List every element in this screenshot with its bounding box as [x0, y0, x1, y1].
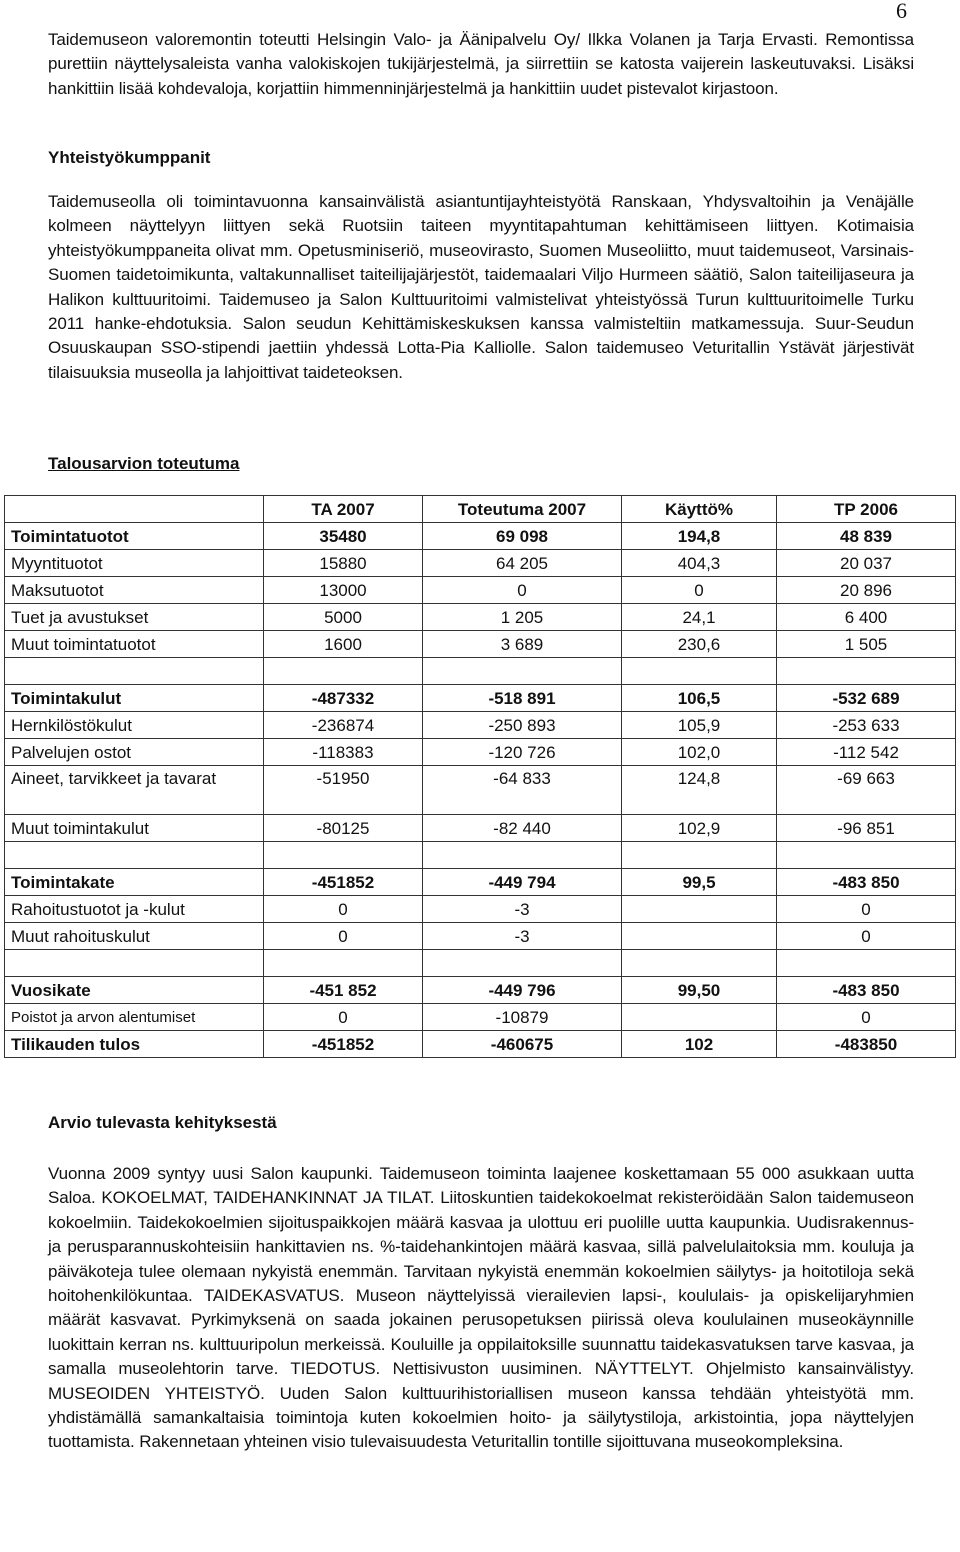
- tp-2006-cell: 0: [777, 896, 956, 923]
- tp-2006-cell: -532 689: [777, 685, 956, 712]
- kaytto-percent-cell: 99,50: [622, 977, 777, 1004]
- empty-cell: [777, 950, 956, 977]
- kaytto-percent-cell: 0: [622, 577, 777, 604]
- kaytto-percent-cell: [622, 923, 777, 950]
- partners-heading: Yhteistyökumppanit: [48, 148, 211, 167]
- empty-cell: [423, 950, 622, 977]
- empty-cell: [622, 842, 777, 869]
- kaytto-percent-cell: 124,8: [622, 766, 777, 815]
- empty-cell: [777, 658, 956, 685]
- row-label: Tuet ja avustukset: [5, 604, 264, 631]
- column-header: [5, 496, 264, 523]
- tp-2006-cell: -483 850: [777, 869, 956, 896]
- ta-2007-cell: -80125: [264, 815, 423, 842]
- toteutuma-2007-cell: -120 726: [423, 739, 622, 766]
- kaytto-percent-cell: [622, 1004, 777, 1031]
- toteutuma-2007-cell: 64 205: [423, 550, 622, 577]
- spacer-row: [5, 842, 956, 869]
- outlook-heading: Arvio tulevasta kehityksestä: [48, 1113, 277, 1132]
- kaytto-percent-cell: [622, 896, 777, 923]
- tp-2006-cell: 20 037: [777, 550, 956, 577]
- toteutuma-2007-cell: -64 833: [423, 766, 622, 815]
- row-label: Myyntituotot: [5, 550, 264, 577]
- budget-table: [4, 495, 956, 1058]
- table-row: [5, 577, 956, 604]
- empty-cell: [5, 658, 264, 685]
- ta-2007-cell: -451852: [264, 869, 423, 896]
- ta-2007-cell: 0: [264, 1004, 423, 1031]
- outlook-paragraph: Vuonna 2009 syntyy uusi Salon kaupunki. Taidemuseon toiminta laajenee koskettamaan 55 000 asukkaan uutta Saloa. KOKOELMAT, TAIDEHANKINNAT JA TILAT. Liitoskuntien taidekokoelmat rekisteröidään Salon taidemuseon kokoelmiin. Taidekokoelmien sijoituspaikkojen määrä kasvaa ja ulottuu eri puolille uutta kaupunkia. Uudisrakennus- ja perusparannuskohteisiin hankittavien ns. %-taidehankintojen määrä kasvaa, sillä palvelulaitoksia mm. kouluja ja päiväkoteja tulee olemaan nykyistä enemmän. Tarvitaan nykyistä enemmän kokoelmien säilytys- ja hoitotiloja sekä hoitohenkilökuntaa. TAIDEKASVATUS. Museon näyttelyissä vierailevien lapsi-, koululais- ja opiskelijaryhmien määrät kasvavat. Pyrkimyksenä on saada jokainen perusopetuksen piirissä oleva koululainen museokäynnille luokittain kerran ns. kulttuuripolun merkeissä. Kouluille ja oppilaitoksille suunnattu taidekasvatuksen tarve kasvaa, ja samalla museolehtorin tarve. TIEDOTUS. Nettisivuston uusiminen. NÄYTTELYT. Ohjelmisto kansainvälistyy. MUSEOIDEN YHTEISTYÖ. Uuden Salon kulttuurihistoriallisen museon kanssa tehdään yhteistyötä mm. yhdistämällä samankaltaisia toimintoja kuten kokoelmien hoito- ja säilytystiloja, arkistointia, jopa näyttelyjen tuottamista. Rakennetaan yhteinen visio tulevaisuudesta Veturitallin tontille sijoittuvana museokompleksina.: [48, 1164, 914, 1452]
- kaytto-percent-cell: 404,3: [622, 550, 777, 577]
- kaytto-percent-cell: 102: [622, 1031, 777, 1058]
- table-row: [5, 977, 956, 1004]
- row-label: Rahoitustuotot ja -kulut: [5, 896, 264, 923]
- kaytto-percent-cell: 24,1: [622, 604, 777, 631]
- table-row: [5, 712, 956, 739]
- spacer-row: [5, 950, 956, 977]
- empty-cell: [622, 658, 777, 685]
- table-row: [5, 766, 956, 815]
- table-row: [5, 631, 956, 658]
- kaytto-percent-cell: 102,0: [622, 739, 777, 766]
- tp-2006-cell: 0: [777, 1004, 956, 1031]
- row-label: Poistot ja arvon alentumiset: [5, 1004, 264, 1031]
- table-row: [5, 523, 956, 550]
- empty-cell: [264, 658, 423, 685]
- ta-2007-cell: 5000: [264, 604, 423, 631]
- toteutuma-2007-cell: 69 098: [423, 523, 622, 550]
- toteutuma-2007-cell: -3: [423, 896, 622, 923]
- column-header: Käyttö%: [622, 496, 777, 523]
- row-label: Toimintakate: [5, 869, 264, 896]
- tp-2006-cell: -96 851: [777, 815, 956, 842]
- row-label: Aineet, tarvikkeet ja tavarat: [5, 766, 264, 815]
- toteutuma-2007-cell: -449 796: [423, 977, 622, 1004]
- table-row: [5, 1004, 956, 1031]
- table-row: [5, 604, 956, 631]
- tp-2006-cell: -253 633: [777, 712, 956, 739]
- ta-2007-cell: -451 852: [264, 977, 423, 1004]
- tp-2006-cell: -69 663: [777, 766, 956, 815]
- row-label: Muut rahoituskulut: [5, 923, 264, 950]
- toteutuma-2007-cell: -250 893: [423, 712, 622, 739]
- table-row: [5, 739, 956, 766]
- toteutuma-2007-cell: -518 891: [423, 685, 622, 712]
- table-row: [5, 896, 956, 923]
- kaytto-percent-cell: 194,8: [622, 523, 777, 550]
- row-label: Muut toimintakulut: [5, 815, 264, 842]
- table-row: [5, 1031, 956, 1058]
- tp-2006-cell: 1 505: [777, 631, 956, 658]
- partners-paragraph: Taidemuseolla oli toimintavuonna kansainvälistä asiantuntijayhteistyötä Ranskaan, Yhdysvaltoihin ja Venäjälle kolmeen näyttelyyn liittyen sekä Ruotsiin taiteen myyntitapahtuman kehittämiseen liittyen. Kotimaisia yhteistyökumppaneita olivat mm. Opetusminiseriö, museovirasto, Suomen Museoliitto, muut taidemuseot, Varsinais-Suomen taidetoimikunta, valtakunnalliset taiteilijajärjestöt, taidemaalari Viljo Hurmeen säätiö, Salon taiteilijaseura ja Halikon kulttuuritoimi. Taidemuseo ja Salon Kulttuuritoimi valmistelivat yhteistyössä Turun kulttuuritoimelle Turku 2011 hanke-ehdotuksia. Salon seudun Kehittämiskeskuksen kanssa valmisteltiin matkamessuja. Suur-Seudun Osuuskaupan SSO-stipendi jaettiin yhdessä Lotta-Pia Kalliolle. Salon taidemuseo Veturitallin Ystävät järjestivät tilaisuuksia museolla ja lahjoittivat taideteoksen.: [48, 192, 914, 382]
- row-label: Tilikauden tulos: [5, 1031, 264, 1058]
- intro-paragraph: Taidemuseon valoremontin toteutti Helsingin Valo- ja Äänipalvelu Oy/ Ilkka Volanen ja Tarja Ervasti. Remontissa purettiin näyttelysaleista vanha valokiskojen tukijärjestelmä, ja siirrettiin se katosta vaijerein laskeutuvaksi. Lisäksi hankittiin lisää kohdevaloja, korjattiin himmenninjärjestelmä ja hankittiin uudet pistevalot kirjastoon.: [48, 30, 914, 98]
- row-label: Muut toimintatuotot: [5, 631, 264, 658]
- empty-cell: [264, 842, 423, 869]
- empty-cell: [5, 842, 264, 869]
- table-header-row: [5, 496, 956, 523]
- tp-2006-cell: 20 896: [777, 577, 956, 604]
- tp-2006-cell: -483850: [777, 1031, 956, 1058]
- toteutuma-2007-cell: 0: [423, 577, 622, 604]
- toteutuma-2007-cell: -449 794: [423, 869, 622, 896]
- ta-2007-cell: 0: [264, 896, 423, 923]
- table-row: [5, 815, 956, 842]
- kaytto-percent-cell: 230,6: [622, 631, 777, 658]
- ta-2007-cell: -236874: [264, 712, 423, 739]
- empty-cell: [264, 950, 423, 977]
- spacer-row: [5, 658, 956, 685]
- ta-2007-cell: 35480: [264, 523, 423, 550]
- tp-2006-cell: 6 400: [777, 604, 956, 631]
- ta-2007-cell: 13000: [264, 577, 423, 604]
- row-label: Vuosikate: [5, 977, 264, 1004]
- ta-2007-cell: -451852: [264, 1031, 423, 1058]
- row-label: Hernkilöstökulut: [5, 712, 264, 739]
- empty-cell: [5, 950, 264, 977]
- row-label: Toimintatuotot: [5, 523, 264, 550]
- kaytto-percent-cell: 102,9: [622, 815, 777, 842]
- page-number: 6: [896, 0, 907, 23]
- table-row: [5, 685, 956, 712]
- empty-cell: [777, 842, 956, 869]
- column-header: TA 2007: [264, 496, 423, 523]
- kaytto-percent-cell: 106,5: [622, 685, 777, 712]
- tp-2006-cell: 48 839: [777, 523, 956, 550]
- kaytto-percent-cell: 105,9: [622, 712, 777, 739]
- table-row: [5, 869, 956, 896]
- kaytto-percent-cell: 99,5: [622, 869, 777, 896]
- row-label: Toimintakulut: [5, 685, 264, 712]
- ta-2007-cell: -51950: [264, 766, 423, 815]
- toteutuma-2007-cell: -460675: [423, 1031, 622, 1058]
- toteutuma-2007-cell: 1 205: [423, 604, 622, 631]
- ta-2007-cell: 1600: [264, 631, 423, 658]
- row-label: Maksutuotot: [5, 577, 264, 604]
- row-label: Palvelujen ostot: [5, 739, 264, 766]
- empty-cell: [423, 842, 622, 869]
- table-row: [5, 550, 956, 577]
- toteutuma-2007-cell: -3: [423, 923, 622, 950]
- ta-2007-cell: 15880: [264, 550, 423, 577]
- toteutuma-2007-cell: -10879: [423, 1004, 622, 1031]
- tp-2006-cell: -112 542: [777, 739, 956, 766]
- ta-2007-cell: -118383: [264, 739, 423, 766]
- ta-2007-cell: 0: [264, 923, 423, 950]
- table-row: [5, 923, 956, 950]
- toteutuma-2007-cell: -82 440: [423, 815, 622, 842]
- tp-2006-cell: -483 850: [777, 977, 956, 1004]
- ta-2007-cell: -487332: [264, 685, 423, 712]
- budget-heading: Talousarvion toteutuma: [48, 454, 240, 473]
- tp-2006-cell: 0: [777, 923, 956, 950]
- empty-cell: [423, 658, 622, 685]
- toteutuma-2007-cell: 3 689: [423, 631, 622, 658]
- column-header: TP 2006: [777, 496, 956, 523]
- column-header: Toteutuma 2007: [423, 496, 622, 523]
- empty-cell: [622, 950, 777, 977]
